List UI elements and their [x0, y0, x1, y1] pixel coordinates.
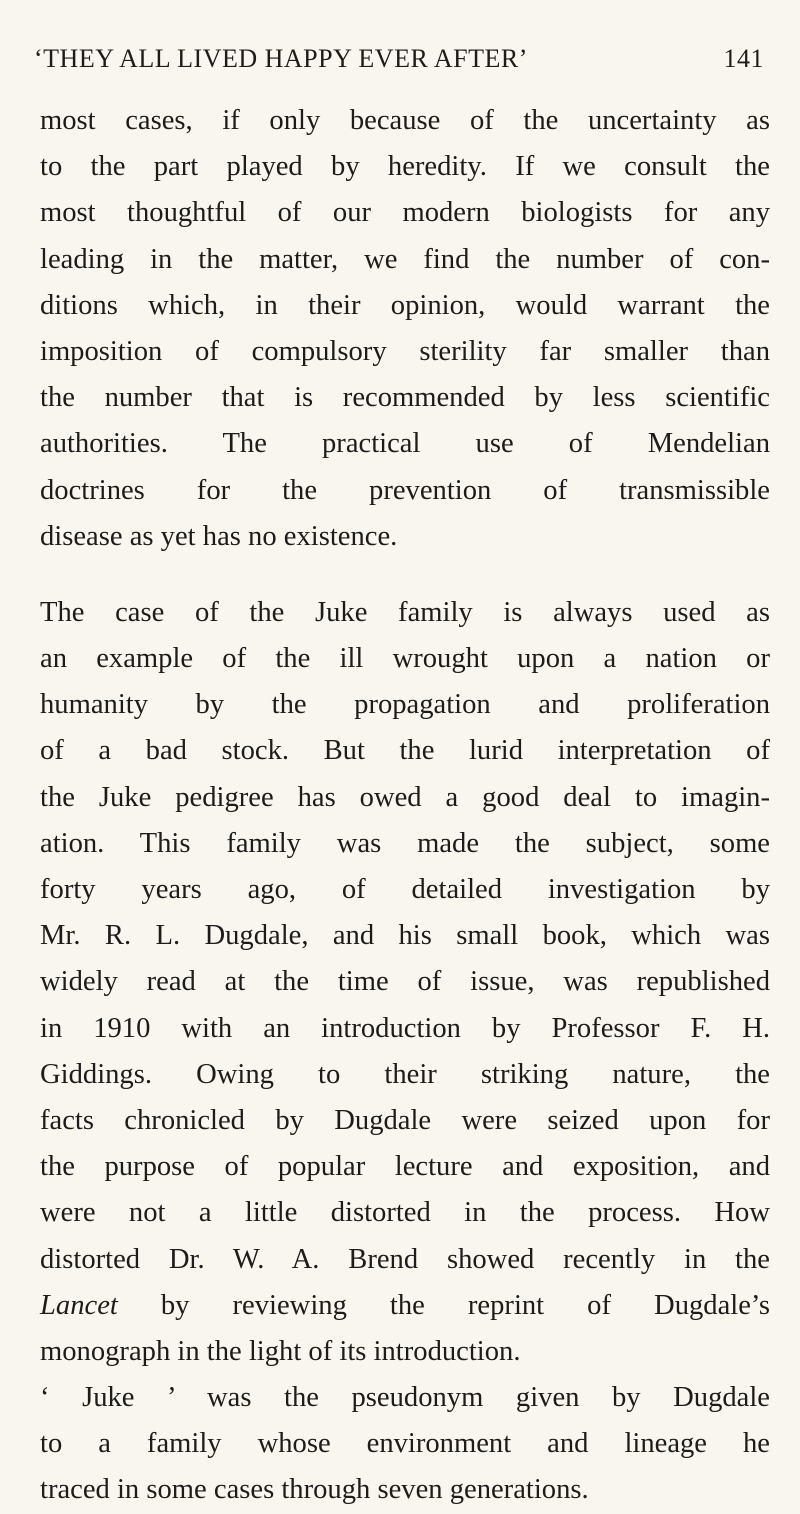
text-line: humanity by the propagation and proliferation [40, 689, 770, 721]
text-line: to the part played by heredity. If we consult the [40, 151, 770, 183]
text-line: disease as yet has no existence. [40, 520, 398, 552]
body-text [40, 98, 770, 1514]
text-line: most thoughtful of our modern biologists for any [40, 197, 770, 229]
text-line: ditions which, in their opinion, would warrant the [40, 289, 770, 321]
text-line: imposition of compulsory sterility far smaller than [40, 335, 770, 367]
text-line: ation. This family was made the subject, some [40, 827, 770, 859]
text-line: leading in the matter, we find the number of con- [40, 243, 770, 275]
text-line: facts chronicled by Dugdale were seized upon for [40, 1104, 770, 1136]
running-title: ‘THEY ALL LIVED HAPPY EVER AFTER’ [34, 44, 528, 73]
text-line: of a bad stock. But the lurid interpretation of [40, 735, 770, 767]
text-line: were not a little distorted in the process. How [40, 1197, 770, 1229]
text-line: the purpose of popular lecture and exposition, and [40, 1151, 770, 1183]
text-line: an example of the ill wrought upon a nation or [40, 643, 770, 675]
paragraph-break [40, 560, 770, 590]
text-line: Giddings. Owing to their striking nature, the [40, 1058, 770, 1090]
text-line: forty years ago, of detailed investigation by [40, 874, 770, 905]
text-line: ‘ Juke ’ was the pseudonym given by Dugdale [40, 1382, 770, 1414]
text-line: the number that is recommended by less scientific [40, 382, 770, 414]
text-segment: by reviewing the reprint of Dugdale’s [117, 1289, 770, 1321]
text-line: authorities. The practical use of Mendelian [40, 428, 770, 460]
journal-title: Lancet [40, 1289, 118, 1321]
text-line: doctrines for the prevention of transmissible [40, 474, 770, 506]
text-line: traced in some cases through seven generations. [40, 1474, 589, 1506]
paragraph-2 [40, 590, 770, 1375]
text-line: distorted Dr. W. A. Brend showed recently in the [40, 1243, 770, 1275]
text-line: in 1910 with an introduction by Professor F. H. [40, 1012, 770, 1044]
paragraph-3 [40, 1375, 770, 1514]
text-line: widely read at the time of issue, was republished [40, 966, 770, 998]
paragraph-1 [40, 98, 770, 560]
running-head [34, 44, 764, 84]
text-line [40, 1283, 770, 1329]
text-line: most cases, if only because of the uncertainty as [40, 105, 770, 136]
text-line: The case of the Juke family is always used as [40, 596, 770, 628]
text-line: the Juke pedigree has owed a good deal to imagin- [40, 781, 770, 813]
page-number: 141 [723, 44, 764, 73]
text-line: to a family whose environment and lineage he [40, 1428, 770, 1460]
text-line: Mr. R. L. Dugdale, and his small book, which was [40, 920, 770, 952]
text-line: monograph in the light of its introduction. [40, 1335, 521, 1367]
